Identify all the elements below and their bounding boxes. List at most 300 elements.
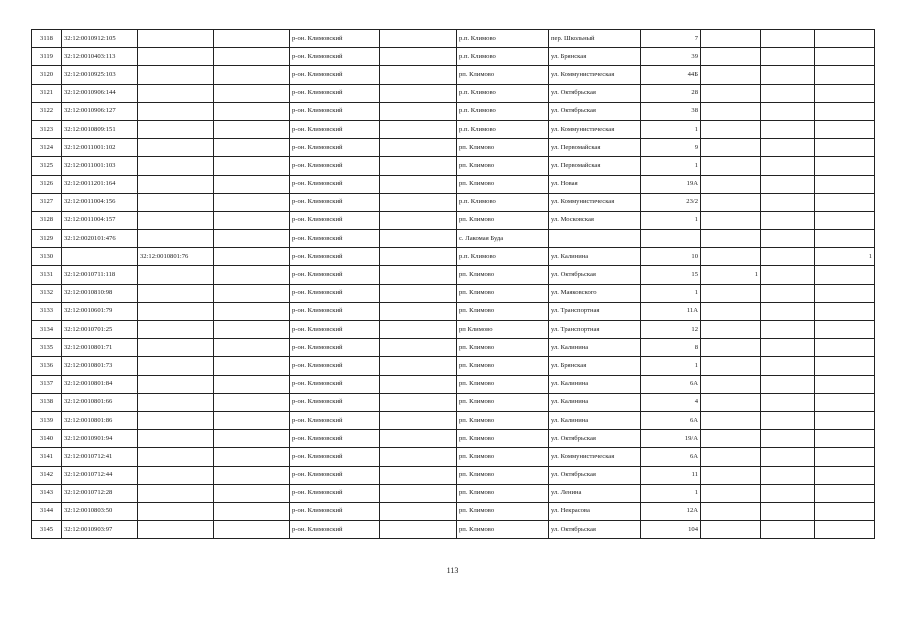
empty-cell (380, 30, 457, 48)
extra-value-cell (815, 120, 875, 138)
row-number-cell: 3133 (32, 302, 62, 320)
row-number-cell: 3144 (32, 502, 62, 520)
settlement-cell: рп. Климово (457, 357, 549, 375)
empty-cell (380, 84, 457, 102)
cadastral-number-cell: 32:12:0010803:50 (62, 502, 138, 520)
house-number-cell: 28 (641, 84, 701, 102)
house-number-cell: 19/А (641, 430, 701, 448)
extra-value-cell (701, 302, 761, 320)
extra-value-cell (761, 211, 815, 229)
empty-cell (214, 84, 290, 102)
settlement-cell: рп. Климово (457, 430, 549, 448)
district-cell: р-он. Климовский (290, 321, 380, 339)
settlement-cell: р.п. Климово (457, 120, 549, 138)
cadastral-number-alt-cell (138, 430, 214, 448)
street-cell: ул. Брянская (549, 48, 641, 66)
empty-cell (214, 193, 290, 211)
extra-value-cell (815, 84, 875, 102)
extra-value-cell (701, 248, 761, 266)
cadastral-number-cell: 32:12:0010711:118 (62, 266, 138, 284)
extra-value-cell (701, 84, 761, 102)
cadastral-number-cell: 32:12:0010403:113 (62, 48, 138, 66)
extra-value-cell (701, 521, 761, 539)
extra-value-cell (815, 521, 875, 539)
cadastral-number-cell: 32:12:0020101:476 (62, 230, 138, 248)
settlement-cell: рп Климово (457, 321, 549, 339)
district-cell: р-он. Климовский (290, 411, 380, 429)
empty-cell (380, 211, 457, 229)
settlement-cell: с. Лакомая Буда (457, 230, 549, 248)
extra-value-cell (815, 448, 875, 466)
row-number-cell: 3127 (32, 193, 62, 211)
cadastral-number-alt-cell (138, 266, 214, 284)
district-cell: р-он. Климовский (290, 375, 380, 393)
district-cell: р-он. Климовский (290, 157, 380, 175)
empty-cell (380, 466, 457, 484)
extra-value-cell (701, 502, 761, 520)
extra-value-cell (761, 193, 815, 211)
cadastral-number-cell: 32:12:0010906:144 (62, 84, 138, 102)
cadastral-number-cell: 32:12:0010809:151 (62, 120, 138, 138)
house-number-cell: 6А (641, 411, 701, 429)
cadastral-number-alt-cell (138, 48, 214, 66)
cadastral-number-alt-cell (138, 66, 214, 84)
extra-value-cell (761, 502, 815, 520)
district-cell: р-он. Климовский (290, 248, 380, 266)
house-number-cell: 7 (641, 30, 701, 48)
extra-value-cell (701, 175, 761, 193)
extra-value-cell (701, 448, 761, 466)
row-number-cell: 3123 (32, 120, 62, 138)
cadastral-number-alt-cell (138, 193, 214, 211)
extra-value-cell (815, 502, 875, 520)
row-number-cell: 3140 (32, 430, 62, 448)
row-number-cell: 3139 (32, 411, 62, 429)
empty-cell (380, 448, 457, 466)
extra-value-cell (761, 175, 815, 193)
house-number-cell: 1 (641, 120, 701, 138)
house-number-cell: 8 (641, 339, 701, 357)
empty-cell (380, 521, 457, 539)
registry-body (32, 30, 875, 539)
cadastral-number-cell: 32:12:0010601:79 (62, 302, 138, 320)
cadastral-number-cell: 32:12:0010712:28 (62, 484, 138, 502)
house-number-cell: 1 (641, 211, 701, 229)
house-number-cell: 104 (641, 521, 701, 539)
house-number-cell: 6А (641, 448, 701, 466)
table-row (32, 193, 875, 211)
extra-value-cell (701, 284, 761, 302)
empty-cell (214, 521, 290, 539)
empty-cell (214, 230, 290, 248)
district-cell: р-он. Климовский (290, 211, 380, 229)
cadastral-number-alt-cell (138, 502, 214, 520)
table-row (32, 393, 875, 411)
district-cell: р-он. Климовский (290, 230, 380, 248)
extra-value-cell (761, 466, 815, 484)
extra-value-cell (761, 375, 815, 393)
row-number-cell: 3142 (32, 466, 62, 484)
extra-value-cell (701, 230, 761, 248)
street-cell: ул. Коммунистическая (549, 66, 641, 84)
table-row (32, 66, 875, 84)
street-cell: ул. Ленина (549, 484, 641, 502)
district-cell: р-он. Климовский (290, 430, 380, 448)
table-row (32, 266, 875, 284)
empty-cell (214, 120, 290, 138)
empty-cell (380, 393, 457, 411)
empty-cell (380, 48, 457, 66)
row-number-cell: 3120 (32, 66, 62, 84)
extra-value-cell (815, 48, 875, 66)
row-number-cell: 3132 (32, 284, 62, 302)
house-number-cell: 12А (641, 502, 701, 520)
empty-cell (214, 157, 290, 175)
settlement-cell: р.п. Климово (457, 30, 549, 48)
house-number-cell: 1 (641, 357, 701, 375)
district-cell: р-он. Климовский (290, 448, 380, 466)
empty-cell (380, 66, 457, 84)
extra-value-cell (815, 102, 875, 120)
empty-cell (380, 175, 457, 193)
empty-cell (380, 411, 457, 429)
empty-cell (214, 248, 290, 266)
empty-cell (214, 339, 290, 357)
empty-cell (214, 357, 290, 375)
extra-value-cell (761, 120, 815, 138)
street-cell: ул. Октябрьская (549, 521, 641, 539)
row-number-cell: 3135 (32, 339, 62, 357)
district-cell: р-он. Климовский (290, 48, 380, 66)
house-number-cell: 19А (641, 175, 701, 193)
street-cell: ул. Новая (549, 175, 641, 193)
extra-value-cell (815, 211, 875, 229)
cadastral-number-alt-cell (138, 484, 214, 502)
empty-cell (380, 284, 457, 302)
empty-cell (214, 466, 290, 484)
extra-value-cell (815, 230, 875, 248)
cadastral-number-cell: 32:12:0011001:103 (62, 157, 138, 175)
extra-value-cell (701, 120, 761, 138)
empty-cell (380, 321, 457, 339)
empty-cell (214, 393, 290, 411)
empty-cell (214, 448, 290, 466)
district-cell: р-он. Климовский (290, 30, 380, 48)
extra-value-cell (815, 484, 875, 502)
extra-value-cell (761, 266, 815, 284)
extra-value-cell (761, 448, 815, 466)
cadastral-number-cell: 32:12:0010801:66 (62, 393, 138, 411)
cadastral-number-cell: 32:12:0010810:98 (62, 284, 138, 302)
extra-value-cell (761, 157, 815, 175)
table-row (32, 284, 875, 302)
street-cell: ул. Калинина (549, 375, 641, 393)
table-row (32, 484, 875, 502)
empty-cell (380, 302, 457, 320)
empty-cell (380, 357, 457, 375)
house-number-cell: 10 (641, 248, 701, 266)
extra-value-cell (815, 30, 875, 48)
house-number-cell: 44Б (641, 66, 701, 84)
cadastral-number-alt-cell (138, 30, 214, 48)
cadastral-number-alt-cell (138, 302, 214, 320)
street-cell: ул. Октябрьская (549, 466, 641, 484)
table-row (32, 521, 875, 539)
extra-value-cell (761, 484, 815, 502)
empty-cell (380, 230, 457, 248)
extra-value-cell (701, 357, 761, 375)
extra-value-cell (701, 375, 761, 393)
extra-value-cell (701, 393, 761, 411)
empty-cell (214, 302, 290, 320)
empty-cell (214, 375, 290, 393)
row-number-cell: 3136 (32, 357, 62, 375)
district-cell: р-он. Климовский (290, 521, 380, 539)
extra-value-cell (701, 102, 761, 120)
street-cell: ул. Октябрьская (549, 430, 641, 448)
cadastral-number-cell (62, 248, 138, 266)
extra-value-cell: 1 (701, 266, 761, 284)
settlement-cell: рп. Климово (457, 66, 549, 84)
empty-cell (214, 66, 290, 84)
row-number-cell: 3122 (32, 102, 62, 120)
extra-value-cell (815, 430, 875, 448)
extra-value-cell (815, 339, 875, 357)
settlement-cell: рп. Климово (457, 339, 549, 357)
street-cell: ул. Коммунистическая (549, 193, 641, 211)
empty-cell (380, 248, 457, 266)
house-number-cell: 1 (641, 284, 701, 302)
empty-cell (380, 193, 457, 211)
cadastral-number-alt-cell: 32:12:0010801:76 (138, 248, 214, 266)
settlement-cell: р.п. Климово (457, 102, 549, 120)
table-row (32, 30, 875, 48)
settlement-cell: рп. Климово (457, 502, 549, 520)
table-row (32, 211, 875, 229)
district-cell: р-он. Климовский (290, 302, 380, 320)
cadastral-number-cell: 32:12:0010701:25 (62, 321, 138, 339)
district-cell: р-он. Климовский (290, 102, 380, 120)
house-number-cell: 11 (641, 466, 701, 484)
house-number-cell: 38 (641, 102, 701, 120)
cadastral-number-cell: 32:12:0010906:127 (62, 102, 138, 120)
street-cell (549, 230, 641, 248)
street-cell: ул. Московская (549, 211, 641, 229)
settlement-cell: р.п. Климово (457, 84, 549, 102)
cadastral-number-alt-cell (138, 120, 214, 138)
extra-value-cell (701, 66, 761, 84)
extra-value-cell: 1 (815, 248, 875, 266)
cadastral-number-cell: 32:12:0010801:84 (62, 375, 138, 393)
house-number-cell: 4 (641, 393, 701, 411)
table-row (32, 230, 875, 248)
table-row (32, 302, 875, 320)
settlement-cell: р.п. Климово (457, 48, 549, 66)
empty-cell (214, 211, 290, 229)
extra-value-cell (701, 139, 761, 157)
house-number-cell: 1 (641, 484, 701, 502)
row-number-cell: 3137 (32, 375, 62, 393)
extra-value-cell (815, 357, 875, 375)
empty-cell (380, 102, 457, 120)
street-cell: ул. Калинина (549, 339, 641, 357)
cadastral-number-cell: 32:12:0011004:157 (62, 211, 138, 229)
extra-value-cell (761, 102, 815, 120)
document-sheet (31, 29, 875, 539)
empty-cell (380, 266, 457, 284)
cadastral-number-alt-cell (138, 339, 214, 357)
street-cell: пер. Школьный (549, 30, 641, 48)
extra-value-cell (701, 30, 761, 48)
extra-value-cell (761, 284, 815, 302)
extra-value-cell (815, 466, 875, 484)
row-number-cell: 3118 (32, 30, 62, 48)
district-cell: р-он. Климовский (290, 502, 380, 520)
settlement-cell: р.п. Климово (457, 193, 549, 211)
district-cell: р-он. Климовский (290, 66, 380, 84)
cadastral-number-alt-cell (138, 175, 214, 193)
cadastral-number-cell: 32:12:0010903:97 (62, 521, 138, 539)
empty-cell (214, 411, 290, 429)
extra-value-cell (701, 466, 761, 484)
cadastral-number-alt-cell (138, 139, 214, 157)
street-cell: ул. Брянская (549, 357, 641, 375)
district-cell: р-он. Климовский (290, 393, 380, 411)
street-cell: ул. Октябрьская (549, 102, 641, 120)
cadastral-number-cell: 32:12:0011001:102 (62, 139, 138, 157)
cadastral-number-alt-cell (138, 84, 214, 102)
table-row (32, 157, 875, 175)
extra-value-cell (701, 211, 761, 229)
cadastral-number-alt-cell (138, 230, 214, 248)
extra-value-cell (761, 339, 815, 357)
empty-cell (380, 157, 457, 175)
table-row (32, 502, 875, 520)
district-cell: р-он. Климовский (290, 193, 380, 211)
house-number-cell: 6А (641, 375, 701, 393)
cadastral-number-cell: 32:12:0010712:41 (62, 448, 138, 466)
table-row (32, 248, 875, 266)
row-number-cell: 3130 (32, 248, 62, 266)
extra-value-cell (761, 521, 815, 539)
empty-cell (214, 175, 290, 193)
row-number-cell: 3126 (32, 175, 62, 193)
district-cell: р-он. Климовский (290, 84, 380, 102)
street-cell: ул. Коммунистическая (549, 448, 641, 466)
empty-cell (380, 430, 457, 448)
cadastral-number-cell: 32:12:0010925:103 (62, 66, 138, 84)
house-number-cell: 9 (641, 139, 701, 157)
table-row (32, 321, 875, 339)
cadastral-number-cell: 32:12:0011201:164 (62, 175, 138, 193)
settlement-cell: рп. Климово (457, 375, 549, 393)
street-cell: ул. Калинина (549, 248, 641, 266)
cadastral-number-alt-cell (138, 211, 214, 229)
settlement-cell: рп. Климово (457, 157, 549, 175)
cadastral-number-cell: 32:12:0011004:156 (62, 193, 138, 211)
extra-value-cell (701, 321, 761, 339)
cadastral-number-alt-cell (138, 448, 214, 466)
table-row (32, 120, 875, 138)
empty-cell (380, 502, 457, 520)
district-cell: р-он. Климовский (290, 484, 380, 502)
street-cell: ул. Октябрьская (549, 266, 641, 284)
extra-value-cell (815, 375, 875, 393)
settlement-cell: рп. Климово (457, 302, 549, 320)
empty-cell (214, 484, 290, 502)
district-cell: р-он. Климовский (290, 266, 380, 284)
extra-value-cell (815, 139, 875, 157)
street-cell: ул. Коммунистическая (549, 120, 641, 138)
registry-table (31, 29, 875, 539)
street-cell: ул. Калинина (549, 411, 641, 429)
extra-value-cell (701, 411, 761, 429)
cadastral-number-cell: 32:12:0010801:86 (62, 411, 138, 429)
extra-value-cell (761, 139, 815, 157)
extra-value-cell (761, 302, 815, 320)
cadastral-number-alt-cell (138, 521, 214, 539)
table-row (32, 139, 875, 157)
empty-cell (214, 284, 290, 302)
extra-value-cell (761, 30, 815, 48)
table-row (32, 411, 875, 429)
extra-value-cell (815, 66, 875, 84)
extra-value-cell (815, 393, 875, 411)
settlement-cell: рп. Климово (457, 484, 549, 502)
street-cell: ул. Калинина (549, 393, 641, 411)
empty-cell (214, 48, 290, 66)
settlement-cell: рп. Климово (457, 175, 549, 193)
table-row (32, 375, 875, 393)
extra-value-cell (761, 66, 815, 84)
extra-value-cell (701, 430, 761, 448)
row-number-cell: 3124 (32, 139, 62, 157)
table-row (32, 84, 875, 102)
extra-value-cell (761, 411, 815, 429)
cadastral-number-alt-cell (138, 466, 214, 484)
settlement-cell: рп. Климово (457, 284, 549, 302)
table-row (32, 357, 875, 375)
table-row (32, 175, 875, 193)
table-row (32, 430, 875, 448)
cadastral-number-cell: 32:12:0010801:73 (62, 357, 138, 375)
extra-value-cell (761, 430, 815, 448)
settlement-cell: рп. Климово (457, 266, 549, 284)
house-number-cell: 15 (641, 266, 701, 284)
house-number-cell: 12 (641, 321, 701, 339)
empty-cell (380, 120, 457, 138)
district-cell: р-он. Климовский (290, 284, 380, 302)
extra-value-cell (815, 284, 875, 302)
table-row (32, 448, 875, 466)
street-cell: ул. Некрасова (549, 502, 641, 520)
settlement-cell: рп. Климово (457, 211, 549, 229)
house-number-cell: 1 (641, 157, 701, 175)
cadastral-number-cell: 32:12:0010801:71 (62, 339, 138, 357)
empty-cell (380, 339, 457, 357)
extra-value-cell (761, 48, 815, 66)
extra-value-cell (815, 266, 875, 284)
extra-value-cell (761, 84, 815, 102)
house-number-cell: 23/2 (641, 193, 701, 211)
cadastral-number-alt-cell (138, 157, 214, 175)
street-cell: ул. Транспортная (549, 302, 641, 320)
settlement-cell: рп. Климово (457, 411, 549, 429)
table-row (32, 102, 875, 120)
extra-value-cell (815, 157, 875, 175)
district-cell: р-он. Климовский (290, 139, 380, 157)
empty-cell (214, 430, 290, 448)
